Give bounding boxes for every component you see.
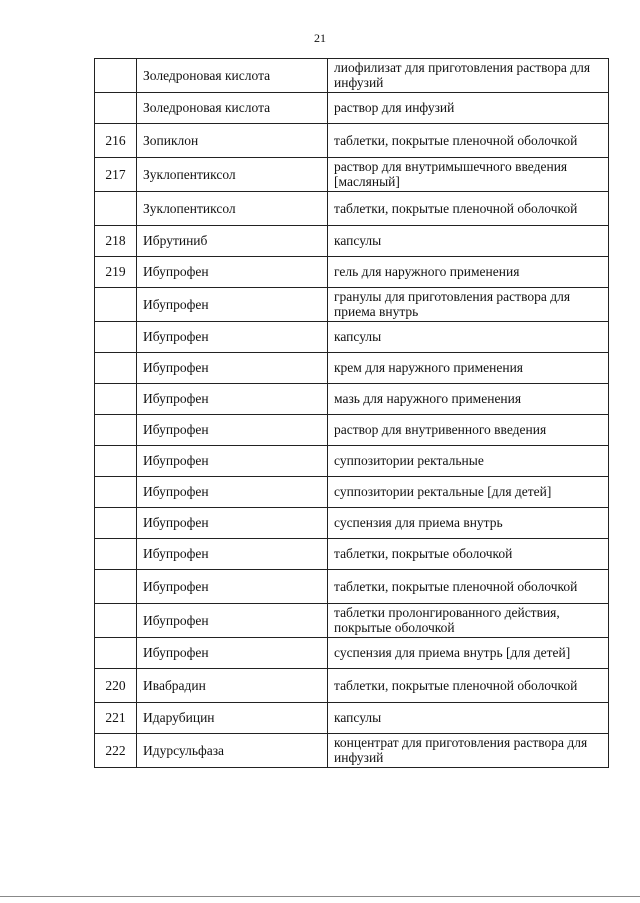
drug-name: Ибупрофен	[137, 638, 328, 669]
dosage-form: таблетки, покрытые пленочной оболочкой	[328, 570, 609, 604]
dosage-form: концентрат для приготовления раствора для инфузий	[328, 734, 609, 768]
table-row	[95, 353, 609, 384]
row-number	[95, 638, 137, 669]
table-row	[95, 604, 609, 638]
dosage-form: гранулы для приготовления раствора для приема внутрь	[328, 288, 609, 322]
table-row	[95, 158, 609, 192]
table-row	[95, 288, 609, 322]
drug-name: Ивабрадин	[137, 669, 328, 703]
dosage-form: капсулы	[328, 322, 609, 353]
drug-name: Ибупрофен	[137, 415, 328, 446]
row-number	[95, 288, 137, 322]
row-number: 219	[95, 257, 137, 288]
table-row	[95, 322, 609, 353]
row-number	[95, 322, 137, 353]
dosage-form: раствор для внутримышечного введения [масляный]	[328, 158, 609, 192]
dosage-form: таблетки, покрытые пленочной оболочкой	[328, 124, 609, 158]
row-number: 220	[95, 669, 137, 703]
table-row	[95, 638, 609, 669]
dosage-form: крем для наружного применения	[328, 353, 609, 384]
row-number: 222	[95, 734, 137, 768]
row-number	[95, 93, 137, 124]
row-number	[95, 353, 137, 384]
drug-name: Идарубицин	[137, 703, 328, 734]
drug-name: Зуклопентиксол	[137, 192, 328, 226]
table-row	[95, 59, 609, 93]
drug-name: Ибрутиниб	[137, 226, 328, 257]
page-number: 21	[314, 31, 326, 45]
table-row	[95, 415, 609, 446]
dosage-form: мазь для наружного применения	[328, 384, 609, 415]
row-number: 217	[95, 158, 137, 192]
drug-name: Ибупрофен	[137, 477, 328, 508]
dosage-form: таблетки, покрытые пленочной оболочкой	[328, 669, 609, 703]
row-number	[95, 477, 137, 508]
row-number	[95, 508, 137, 539]
drug-table	[94, 58, 609, 768]
dosage-form: капсулы	[328, 703, 609, 734]
dosage-form: таблетки, покрытые пленочной оболочкой	[328, 192, 609, 226]
row-number	[95, 59, 137, 93]
row-number: 216	[95, 124, 137, 158]
drug-name: Ибупрофен	[137, 257, 328, 288]
drug-name: Ибупрофен	[137, 322, 328, 353]
drug-name: Ибупрофен	[137, 288, 328, 322]
dosage-form: капсулы	[328, 226, 609, 257]
table-row	[95, 734, 609, 768]
table-row	[95, 539, 609, 570]
row-number	[95, 192, 137, 226]
dosage-form: суппозитории ректальные [для детей]	[328, 477, 609, 508]
drug-name: Золедроновая кислота	[137, 93, 328, 124]
dosage-form: таблетки пролонгированного действия, покрытые оболочкой	[328, 604, 609, 638]
drug-name: Идурсульфаза	[137, 734, 328, 768]
table-row	[95, 446, 609, 477]
row-number	[95, 604, 137, 638]
page-bottom-edge	[0, 896, 640, 897]
row-number	[95, 570, 137, 604]
dosage-form: суспензия для приема внутрь [для детей]	[328, 638, 609, 669]
table-row	[95, 703, 609, 734]
dosage-form: суппозитории ректальные	[328, 446, 609, 477]
table-row	[95, 508, 609, 539]
table-row	[95, 669, 609, 703]
drug-name: Ибупрофен	[137, 353, 328, 384]
dosage-form: гель для наружного применения	[328, 257, 609, 288]
table-row	[95, 257, 609, 288]
drug-name: Ибупрофен	[137, 508, 328, 539]
table-row	[95, 477, 609, 508]
drug-name: Ибупрофен	[137, 446, 328, 477]
row-number: 221	[95, 703, 137, 734]
drug-name: Золедроновая кислота	[137, 59, 328, 93]
table-row	[95, 93, 609, 124]
drug-name: Зопиклон	[137, 124, 328, 158]
row-number: 218	[95, 226, 137, 257]
dosage-form: таблетки, покрытые оболочкой	[328, 539, 609, 570]
row-number	[95, 384, 137, 415]
drug-name: Ибупрофен	[137, 570, 328, 604]
table-row	[95, 226, 609, 257]
drug-name: Ибупрофен	[137, 604, 328, 638]
dosage-form: раствор для внутривенного введения	[328, 415, 609, 446]
table-row	[95, 192, 609, 226]
table-row	[95, 384, 609, 415]
drug-name: Ибупрофен	[137, 539, 328, 570]
drug-name: Зуклопентиксол	[137, 158, 328, 192]
table-row	[95, 570, 609, 604]
row-number	[95, 446, 137, 477]
row-number	[95, 539, 137, 570]
drug-name: Ибупрофен	[137, 384, 328, 415]
table-row	[95, 124, 609, 158]
row-number	[95, 415, 137, 446]
dosage-form: суспензия для приема внутрь	[328, 508, 609, 539]
dosage-form: лиофилизат для приготовления раствора для инфузий	[328, 59, 609, 93]
dosage-form: раствор для инфузий	[328, 93, 609, 124]
